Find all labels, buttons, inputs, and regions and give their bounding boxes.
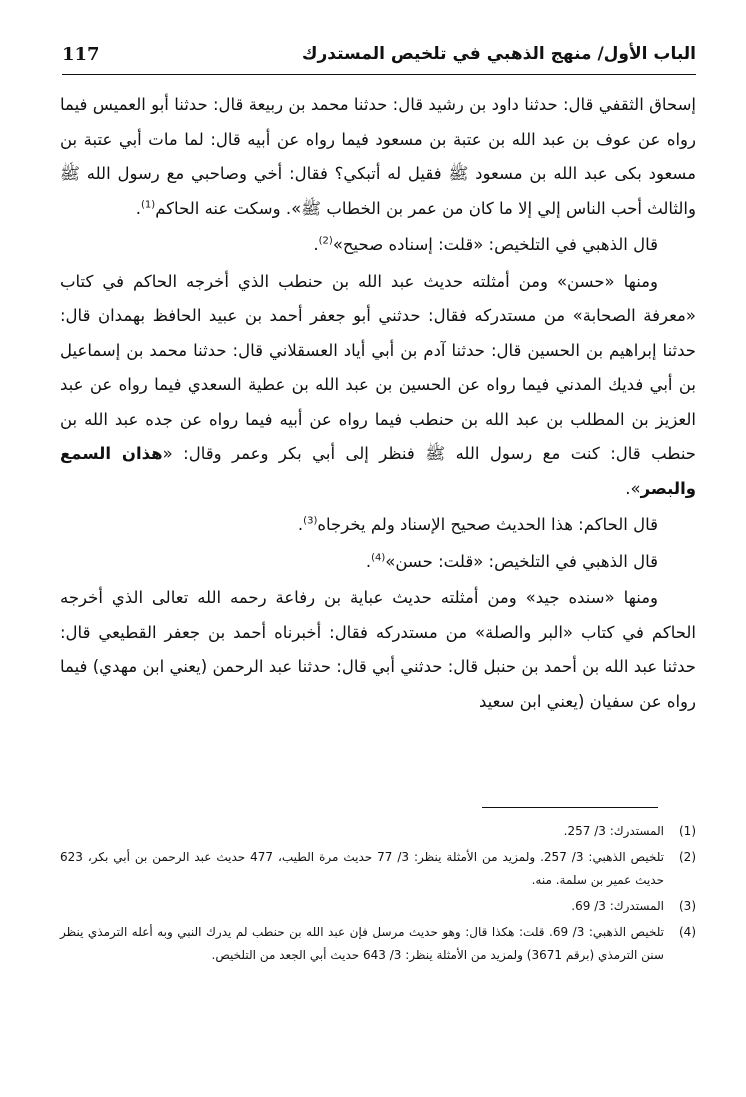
paragraph-1: إسحاق الثقفي قال: حدثنا داود بن رشيد قال: حدثنا محمد بن ربيعة قال: حدثنا أبو العميس فيما رواه عن عوف بن عبد الله بن عتبة بن مسعود فيما رواه عن أبيه قال: لما مات أبي عتبة بن مسعود بكى عبد الله بن مسعود ﷺ فقيل له أتبكي؟ فقال: أخي وصاحبي مع رسول الله ﷺ والثالث أحب الناس إلي إلا ما كان من عمر بن الخطاب ﷺ». وسكت عنه الحاكم$^{(1)}$. xyxy=(60,95,696,218)
header-rule xyxy=(62,74,696,75)
footnote-text: تلخيص الذهبي: 3/ 69. قلت: هكذا قال: وهو حديث مرسل فإن عبد الله بن حنطب لم يدرك النبي وبه أعله الترمذي ينظر سنن الترمذي (برقم 3671) ولمزيد من الأمثلة ينظر: 3/ 643 حديث أبي الجعد من التلخيص. xyxy=(60,925,665,962)
paragraph-3: ومنها «حسن» ومن أمثلته حديث عبد الله بن حنطب الذي أخرجه الحاكم في كتاب «معرفة الصحابة» من مستدركه فقال: حدثني أبو جعفر أحمد بن عبيد الحافظ بهمدان قال: حدثنا إبراهيم بن الحسين قال: حدثنا آدم بن أبي أياد العسقلاني قال: حدثنا محمد بن إسماعيل بن أبي فديك المدني فيما رواه عن الحسين بن عبد الله بن عطية السعدي فيما رواه عن عبد العزيز بن المطلب بن عبد الله بن حنطب فيما رواه عن أبيه فيما رواه عن جده عبد الله بن حنطب قال: كنت مع رسول الله ﷺ فنظر إلى أبي بكر وعمر وقال: «هذان السمع والبصر». xyxy=(60,271,696,498)
footnote-ref-2: (2) xyxy=(318,235,333,247)
footnote xyxy=(60,921,696,967)
page-number: 117 xyxy=(62,44,100,65)
paragraph-4: قال الحاكم: هذا الحديث صحيح الإسناد ولم يخرجاه$^{(3)}$. xyxy=(297,515,658,534)
main-text xyxy=(60,88,696,719)
bold-quote: هذان السمع والبصر xyxy=(60,444,696,498)
footnote xyxy=(60,846,696,892)
paragraph-6: ومنها «سنده جيد» ومن أمثلته حديث عباية بن رفاعة رحمه الله تعالى الذي أخرجه الحاكم في كتاب «البر والصلة» من مستدركه فقال: أخبرناه أحمد بن جعفر القطيعي قال: حدثنا عبد الله بن أحمد بن حنبل قال: حدثني أبي قال: حدثنا عبد الرحمن (يعني ابن مهدي) فيما رواه عن سفيان (يعني ابن سعيد xyxy=(60,588,696,711)
paragraph-5: قال الذهبي في التلخيص: «قلت: حسن»$^{(4)}$. xyxy=(365,551,658,571)
running-header xyxy=(62,40,696,80)
footnote-number: (2) xyxy=(678,850,696,864)
footnote-ref-1: (1) xyxy=(141,199,156,210)
paragraph-2: قال الذهبي في التلخيص: «قلت: إسناده صحيح»$^{(2)}$. xyxy=(313,235,658,254)
footnote-text: المستدرك: 3/ 69. xyxy=(571,899,664,913)
footnote-text: تلخيص الذهبي: 3/ 257. ولمزيد من الأمثلة ينظر: 3/ 77 حديث مرة الطيب، 477 حديث عبد الرحمن بن أبي بكر، 623 حديث عمير بن سلمة. منه. xyxy=(60,850,665,887)
footnote xyxy=(60,895,696,918)
footnote-ref-4: (4) xyxy=(371,552,386,563)
footnote-number: (4) xyxy=(678,925,696,939)
footnote-ref-3: (3) xyxy=(303,515,318,527)
footnote-text: المستدرك: 3/ 257. xyxy=(563,824,664,838)
chapter-title: الباب الأول/ منهج الذهبي في تلخيص المستدرك xyxy=(301,44,696,64)
footnote-separator xyxy=(482,807,658,808)
footnote xyxy=(60,820,696,843)
footnotes xyxy=(60,820,696,970)
footnote-number: (1) xyxy=(678,824,696,838)
footnote-number: (3) xyxy=(678,899,696,913)
